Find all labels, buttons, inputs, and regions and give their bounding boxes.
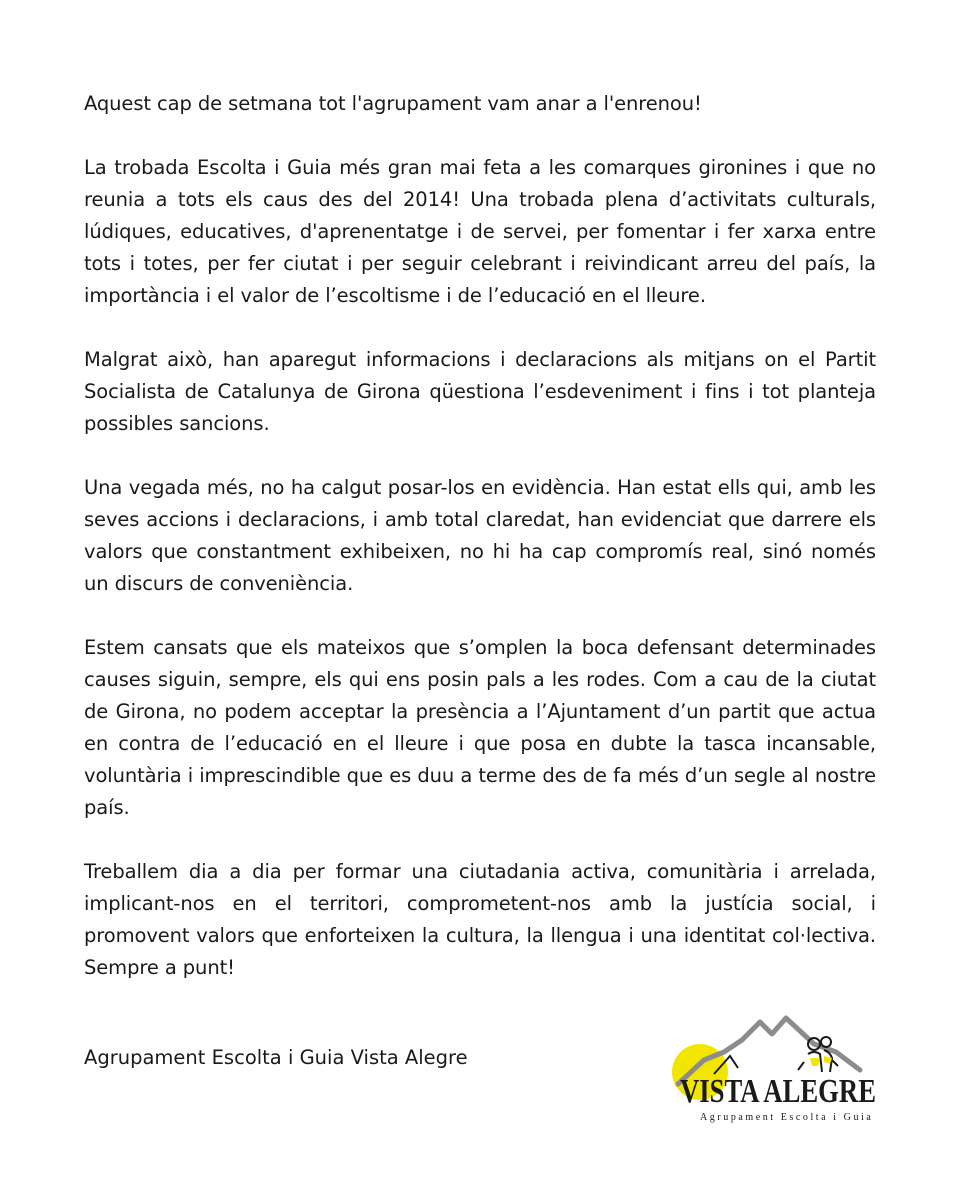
logo-graphic <box>664 1014 888 1132</box>
paragraph-evidence: Una vegada més, no ha calgut posar-los en evidència. Han estat ells qui, amb les seves accions i declaracions, i amb total claredat, han evidenciat que darrere els valors que constantment exhibeixen, no hi ha cap compromís real, sinó només un discurs de conveniència. <box>84 476 876 595</box>
logo-title: VISTA ALEGRE <box>680 1073 876 1110</box>
paragraph-values: Treballem dia a dia per formar una ciutadania activa, comunitària i arrelada, implicant-nos en el territori, comprometent-nos amb la justícia social, i promovent valors que enforteixen la cultura, la llengua i una identitat col·lectiva. Sempre a punt! <box>84 860 876 979</box>
paragraph-criticism: Malgrat això, han aparegut informacions i declaracions als mitjans on el Partit Socialista de Catalunya de Girona qüestiona l’esdeveniment i fins i tot planteja possibles sancions. <box>84 348 876 435</box>
paragraph-complaint: Estem cansats que els mateixos que s’omplen la boca defensant determinades causes siguin, sempre, els qui ens posin pals a les rodes. Com a cau de la ciutat de Girona, no podem acceptar la presència a l’Ajuntament d’un partit que actua en contra de l’educació en el lleure i que posa en dubte la tasca incansable, voluntària i imprescindible que es duu a terme des de fa més d’un segle al nostre país. <box>84 636 876 819</box>
vista-alegre-logo <box>664 1014 888 1132</box>
logo-scouts <box>798 1037 838 1072</box>
signature: Agrupament Escolta i Guia Vista Alegre <box>84 1046 468 1069</box>
paragraph-intro: Aquest cap de setmana tot l'agrupament vam anar a l'enrenou! <box>84 92 702 115</box>
logo-subtitle: Agrupament Escolta i Guia <box>700 1112 872 1123</box>
paragraph-event: La trobada Escolta i Guia més gran mai feta a les comarques gironines i que no reunia a tots els caus des del 2014! Una trobada plena d’activitats culturals, lúdiques, educatives, d'aprenentatge i de servei, per fomentar i fer xarxa entre tots i totes, per fer ciutat i per seguir celebrant i reivindicant arreu del país, la importància i el valor de l’escoltisme i de l’educació en el lleure. <box>84 156 876 307</box>
letter-body <box>84 88 876 1016</box>
